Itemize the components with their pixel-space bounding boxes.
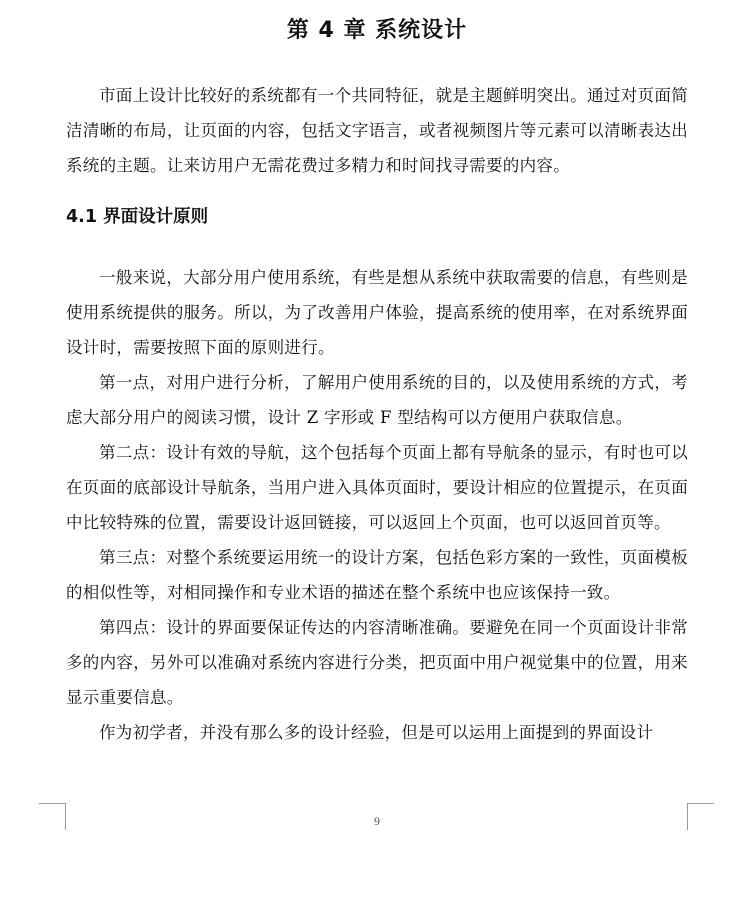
- body-paragraph-1: 一般来说，大部分用户使用系统，有些是想从系统中获取需要的信息，有些则是使用系统提供的服务。所以，为了改善用户体验，提高系统的使用率，在对系统界面设计时，需要按照下面的原则进行。: [66, 268, 688, 357]
- document-body: [66, 78, 688, 750]
- body-paragraph-6: 作为初学者，并没有那么多的设计经验，但是可以运用上面提到的界面设计: [99, 723, 654, 742]
- page-number: 9: [374, 814, 380, 828]
- body-paragraph-3: 第二点：设计有效的导航，这个包括每个页面上都有导航条的显示，有时也可以在页面的底部设计导航条，当用户进入具体页面时，要设计相应的位置提示，在页面中比较特殊的位置，需要设计返回链接，可以返回上个页面，也可以返回首页等。: [66, 443, 688, 532]
- section-heading: 4.1 界面设计原则: [66, 207, 209, 227]
- body-paragraph-4: 第三点：对整个系统要运用统一的设计方案，包括色彩方案的一致性，页面模板的相似性等，对相同操作和专业术语的描述在整个系统中也应该保持一致。: [66, 548, 688, 602]
- body-paragraph-5: 第四点：设计的界面要保证传达的内容清晰准确。要避免在同一个页面设计非常多的内容，另外可以准确对系统内容进行分类，把页面中用户视觉集中的位置，用来显示重要信息。: [66, 618, 688, 707]
- body-paragraph-2: 第一点，对用户进行分析，了解用户使用系统的目的，以及使用系统的方式，考虑大部分用户的阅读习惯，设计 Z 字形或 F 型结构可以方便用户获取信息。: [66, 373, 688, 427]
- intro-paragraph: 市面上设计比较好的系统都有一个共同特征，就是主题鲜明突出。通过对页面简洁清晰的布局，让页面的内容，包括文字语言，或者视频图片等元素可以清晰表达出系统的主题。让来访用户无需花费过多精力和时间找寻需要的内容。: [66, 86, 688, 175]
- chapter-title: 第 4 章 系统设计: [286, 18, 468, 43]
